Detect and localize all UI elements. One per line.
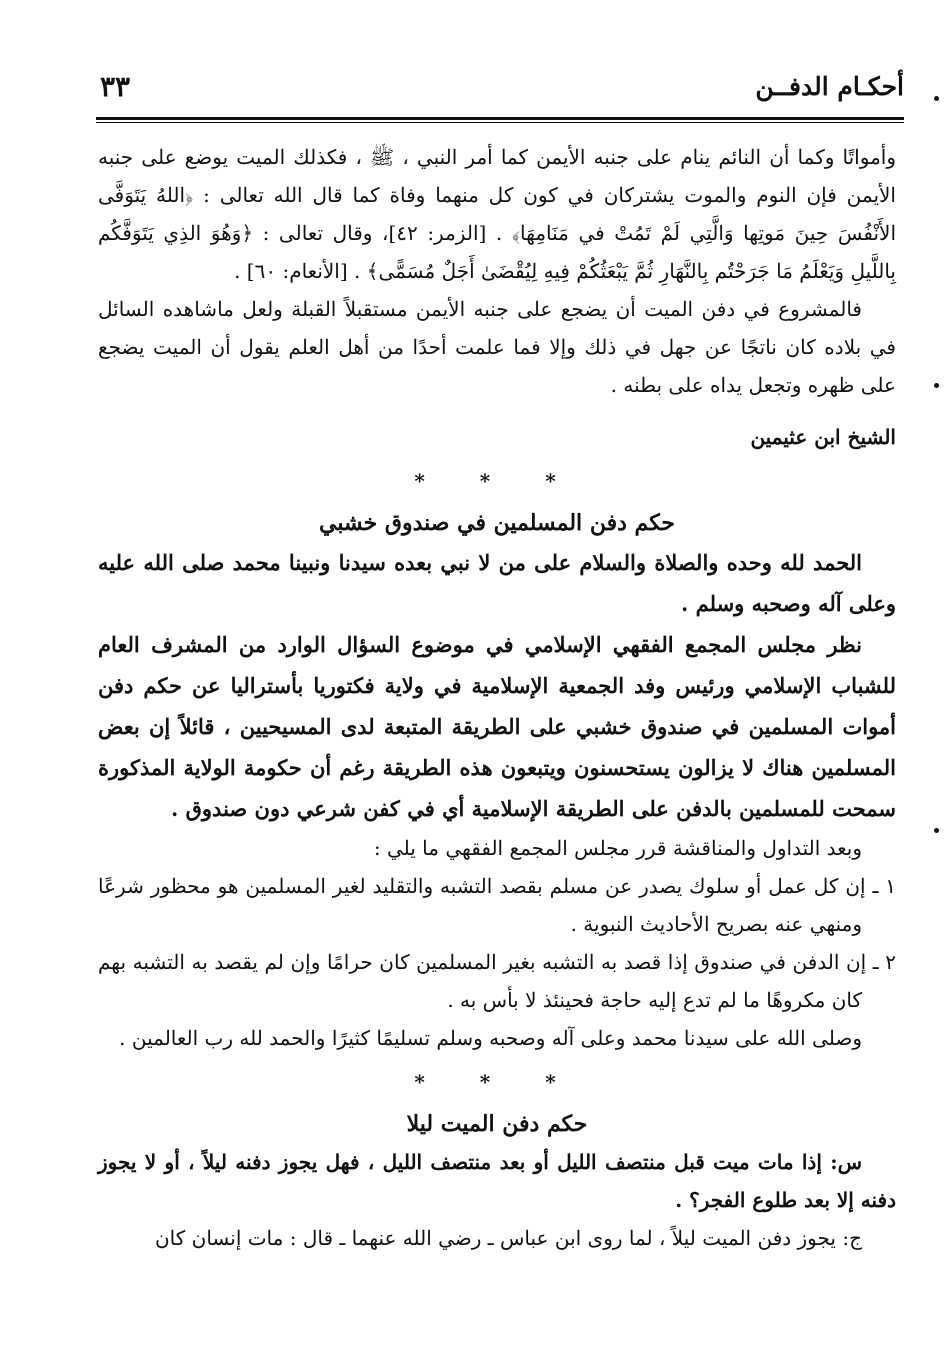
paragraph: وصلى الله على سيدنا محمد وعلى آله وصحبه وسلم تسليمًا كثيرًا والحمد لله رب العالمين . xyxy=(119,1026,862,1050)
author-signature: الشيخ ابن عثيمين xyxy=(750,425,896,449)
paragraph: نظر مجلس المجمع الفقهي الإسلامي في موضوع السؤال الوارد من المشرف العام للشباب الإسلامي ورئيس وفد الجمعية الإسلامية في ولاية فكتوريا بأستراليا عن حكم دفن أموات المسلمين في صندوق خشبي على الطريقة المتبعة لدى المسيحيين ، قائلاً إن بعض المسلمين هناك لا يزالون يستحسنون ويتبعون هذه الطريقة رغم أن حكومة الولاية المذكورة سمحت للمسلمين بالدفن على الطريقة الإسلامية أي في كفن شرعي دون صندوق . xyxy=(98,632,896,821)
answer: ج: يجوز دفن الميت ليلاً ، لما روى ابن عباس ـ رضي الله عنهما ـ قال : مات إنسان كان xyxy=(154,1226,862,1250)
header-rule-thin xyxy=(96,122,904,123)
margin-mark xyxy=(934,828,939,833)
paragraph: وبعد التداول والمناقشة قرر مجلس المجمع الفقهي ما يلي : xyxy=(373,836,862,860)
section-heading: حكم دفن المسلمين في صندوق خشبي xyxy=(319,510,675,536)
question: س: إذا مات ميت قبل منتصف الليل أو بعد منتصف الليل ، فهل يجوز دفنه ليلاً ، أو لا يجوز دفنه إلا بعد طلوع الفجر؟ . xyxy=(98,1150,896,1212)
header-rule xyxy=(96,117,904,120)
running-title: أحكـام الدفــن xyxy=(755,72,904,101)
paragraph: وأمواتًا وكما أن النائم ينام على جنبه الأيمن كما أمر النبي ، ﷺ ، فكذلك الميت يوضع على جنبه الأيمن فإن النوم والموت يشتركان في كون كل منهما وفاة كما قال الله تعالى : ﴿اللهُ يَتَوَفَّى الأَنْفُسَ حِينَ مَوتِها وَالَّتِي لَمْ تَمُتْ في مَنَامِهَا﴾ . [الزمر: ٤٢]، وقال تعالى : ﴿وَهُوَ الذِي يَتَوَفَّكُم بِاللَّيلِ وَيَعْلَمُ مَا جَرَحْتُم بِالنَّهَارِ ثُمَّ يَبْعَثُكُمْ فِيهِ لِيُقْضَىٰ أَجَلٌ مُسَمًّى﴾ . [الأنعام: ٦٠] . xyxy=(98,145,897,283)
margin-mark xyxy=(934,96,939,101)
margin-mark xyxy=(934,383,939,388)
page-number: ٣٣ xyxy=(100,70,131,103)
list-item: ١ ـ إن كل عمل أو سلوك يصدر عن مسلم بقصد التشبه والتقليد لغير المسلمين هو محظور شرعًا ومنهي عنه بصريح الأحاديث النبوية . xyxy=(98,874,896,936)
paragraph: فالمشروع في دفن الميت أن يضجع على جنبه الأيمن مستقبلاً القبلة ولعل ماشاهده السائل في بلاده كان ناتجًا عن جهل في ذلك وإلا فما علمت أحدًا من أهل العلم يقول أن الميت يضجع على ظهره وتجعل يداه على بطنه . xyxy=(98,297,896,397)
section-heading: حكم دفن الميت ليلا xyxy=(406,1111,588,1137)
list-item: ٢ ـ إن الدفن في صندوق إذا قصد به التشبه بغير المسلمين كان حرامًا وإن لم يقصد به التشبه بهم كان مكروهًا ما لم تدع إليه حاجة فحينئذ لا بأس به . xyxy=(98,950,896,1012)
page-header xyxy=(96,68,904,112)
paragraph: الحمد لله وحده والصلاة والسلام على من لا نبي بعده سيدنا ونبينا محمد صلى الله عليه وعلى آله وصحبه وسلم . xyxy=(98,550,896,616)
page-body xyxy=(98,138,896,1257)
section-separator: * * * xyxy=(414,1070,580,1094)
section-separator: * * * xyxy=(414,469,580,493)
